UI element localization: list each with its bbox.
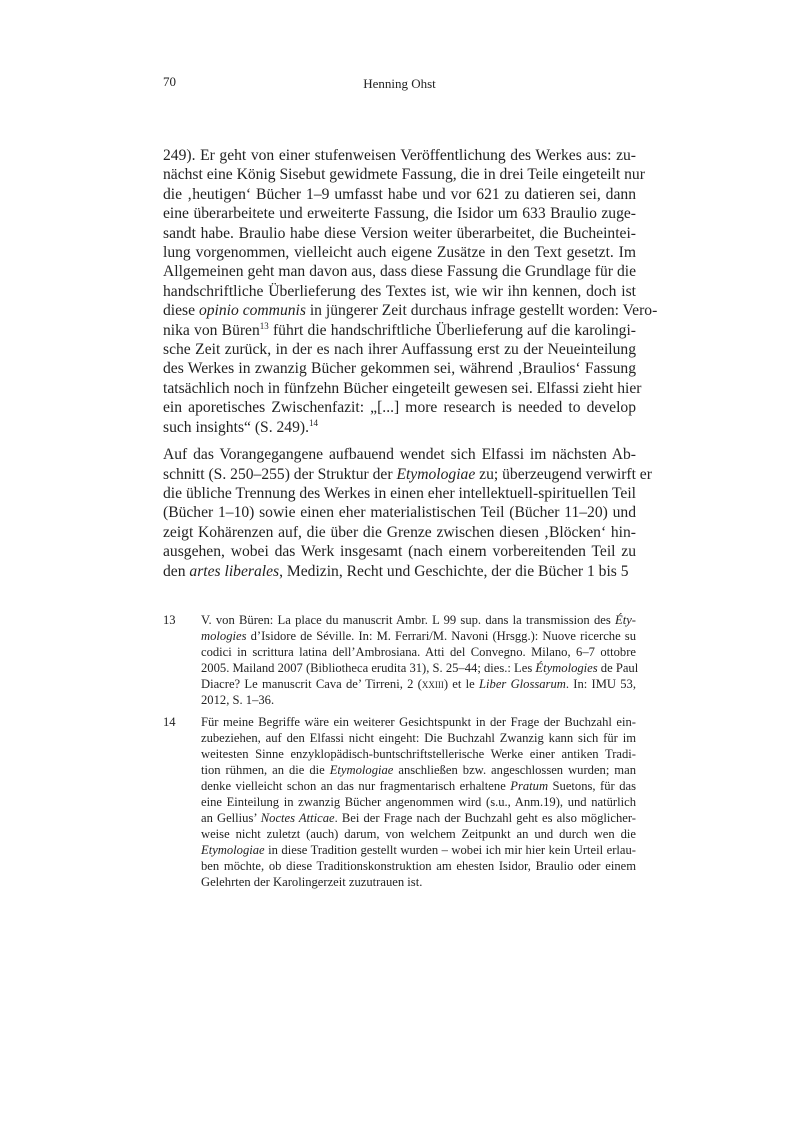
text-segment: schnitt (S. 250–255) der Struktur der — [163, 465, 397, 483]
text-segment: führt die handschriftliche Überlieferung auf die karolingi- — [268, 321, 636, 339]
text-segment: in diese Tradition gestellt wurden – wobei ich mir hier kein Urteil erlau- — [264, 843, 636, 857]
text-segment: . In: IMU 53, — [565, 677, 636, 691]
text-line — [201, 762, 636, 778]
footnote-reference[interactable]: 13 — [259, 320, 269, 331]
page-number: 70 — [163, 74, 176, 89]
text-line — [163, 204, 636, 223]
text-segment: eine überarbeitete und erweiterte Fassung, die Isidor um 633 Braulio zuge- — [163, 205, 636, 223]
text-segment: handschriftliche Überlieferung des Textes ist, wie wir ihn kennen, doch ist — [163, 282, 636, 300]
text-line — [163, 503, 636, 522]
text-line — [163, 243, 636, 262]
text-line — [201, 778, 636, 794]
text-segment: ) et le — [443, 677, 480, 691]
text-segment: (Bücher 1–10) sowie einen eher materialistischen Teil (Bücher 11–20) und — [163, 504, 636, 522]
text-line — [201, 858, 636, 874]
body-text — [163, 146, 658, 589]
text-line — [163, 398, 636, 417]
text-line — [201, 842, 636, 858]
text-line — [201, 676, 636, 692]
text-segment: zubeziehen, auf den Elfassi nicht eingeht: Die Buchzahl Zwanzig kann sich für im — [201, 731, 636, 745]
text-segment: sandt habe. Braulio habe diese Version weiter überarbeitet, die Bucheintei- — [163, 224, 636, 242]
text-line — [163, 340, 636, 359]
text-segment: nika von Büren — [163, 321, 260, 339]
text-line — [201, 874, 636, 890]
italic-text: artes liberales — [189, 562, 280, 580]
text-segment: Suetons, für das — [548, 779, 636, 793]
footnote — [163, 714, 636, 890]
text-line — [163, 321, 636, 340]
text-segment: an Gellius’ — [201, 811, 261, 825]
text-segment: lung vorgenommen, vielleicht auch eigene Zusätze in den Text gesetzt. Im — [163, 244, 636, 262]
footnote-reference[interactable]: 14 — [308, 417, 318, 428]
text-line — [201, 714, 636, 730]
italic-text: Etymologiae — [201, 843, 265, 857]
text-segment: de Paul — [597, 661, 639, 675]
text-segment: Für meine Begriffe wäre ein weiterer Gesichtspunkt in der Frage der Buchzahl ein- — [201, 715, 636, 729]
text-segment: in jüngerer Zeit durchaus infrage gestellt worden: Vero- — [305, 302, 658, 320]
text-segment: Diacre? Le manuscrit Cava de’ Tirreni, 2 ( — [201, 677, 422, 691]
text-segment: den — [163, 562, 190, 580]
text-line — [163, 484, 636, 503]
text-segment: Allgemeinen geht man davon aus, dass diese Fassung die Grundlage für die — [163, 263, 636, 281]
italic-text: Éty- — [615, 613, 636, 627]
italic-text: opinio communis — [198, 302, 306, 320]
text-line — [163, 224, 636, 243]
text-segment: Auf das Vorangegangene aufbauend wendet sich Elfassi im nächsten Ab- — [163, 446, 636, 464]
footnote-number: 14 — [163, 715, 176, 729]
text-line — [201, 810, 636, 826]
running-head: Henning Ohst — [363, 76, 436, 91]
text-line — [201, 660, 639, 676]
text-line — [163, 262, 636, 281]
text-segment: Gelehrten der Karolingerzeit zuzutrauen ist. — [201, 875, 423, 889]
text-line — [163, 562, 636, 581]
text-line — [163, 282, 636, 301]
text-segment: des Werkes in zwanzig Bücher gekommen sei, während ‚Braulios‘ Fassung — [163, 360, 636, 378]
text-line — [163, 146, 636, 165]
text-segment: die ‚heutigen‘ Bücher 1–9 umfasst habe und vor 621 zu datieren sei, dann — [163, 185, 636, 203]
footnote-number: 13 — [163, 613, 176, 627]
text-line — [163, 359, 636, 378]
text-segment: anschließen bzw. angeschlossen wurden; man — [393, 763, 636, 777]
text-segment: xxiii — [421, 677, 444, 691]
paragraph — [163, 445, 652, 581]
text-segment: 2005. Mailand 2007 (Bibliotheca erudita 31), S. 25–44; dies.: Les — [201, 661, 536, 675]
text-segment: diese — [163, 302, 199, 320]
text-segment: zeigt Kohärenzen auf, die über die Grenze zwischen diesen ‚Blöcken‘ hin- — [163, 523, 636, 541]
text-segment: ausgehen, wobei das Werk insgesamt (nach einem vorbereitenden Teil zu — [163, 543, 636, 561]
text-segment: . Bei der Frage nach der Buchzahl geht es also möglicher- — [334, 811, 636, 825]
text-segment: die übliche Trennung des Werkes in einen eher intellektuell-spirituellen Teil — [163, 484, 637, 502]
text-segment: such insights“ (S. 249). — [163, 418, 309, 436]
italic-text: Pratum — [510, 779, 549, 793]
text-line — [163, 418, 636, 437]
text-line — [163, 465, 652, 484]
text-segment: sche Zeit zurück, in der es nach ihrer Auffassung erst zu der Neueinteilung — [163, 341, 636, 359]
text-segment: denke vielleicht schon an das nur fragmentarisch erhaltene — [201, 779, 511, 793]
text-line — [163, 379, 642, 398]
italic-text: Liber Glossarum — [479, 677, 566, 691]
text-segment: zu; überzeugend verwirft er — [475, 465, 652, 483]
text-segment: ben möchte, ob diese Traditionskonstruktion am ehesten Isidor, Braulio oder einem — [201, 859, 636, 873]
italic-text: Etymologiae — [329, 763, 394, 777]
italic-text: Noctes Atticae — [260, 811, 335, 825]
text-segment: weitesten Sinne enzyklopädisch-buntschriftstellerische Werke einer antiken Tradi- — [201, 747, 636, 761]
text-line — [201, 692, 636, 708]
paragraph — [163, 146, 658, 437]
footnotes — [163, 612, 639, 896]
text-segment: ein aporetisches Zwischenfazit: „[...] more research is needed to develop — [163, 399, 636, 417]
text-segment: 2012, S. 1–36. — [201, 693, 275, 707]
italic-text: Étymologies — [535, 661, 598, 675]
text-segment: V. von Büren: La place du manuscrit Ambr. L 99 sup. dans la transmission des — [201, 613, 616, 627]
text-segment: eine Einteilung in zwanzig Bücher angenommen wird (s.u., Anm.19), und natürlich — [201, 795, 636, 809]
text-line — [201, 628, 636, 644]
footnote — [163, 612, 639, 708]
text-segment: 249). Er geht von einer stufenweisen Veröffentlichung des Werkes aus: zu- — [163, 147, 636, 164]
text-line — [163, 523, 636, 542]
text-line — [201, 644, 636, 660]
text-line — [201, 730, 636, 746]
italic-text: Etymologiae — [396, 465, 476, 483]
text-line — [163, 165, 645, 184]
text-segment: d’Isidore de Séville. In: M. Ferrari/M. Navoni (Hrsgg.): Nuove ricerche su — [246, 629, 636, 643]
text-line — [163, 542, 636, 561]
text-line — [201, 826, 636, 842]
text-segment: tion rühmen, an die die — [201, 763, 330, 777]
text-segment: weise nicht zuletzt (auch) darum, von welchem Zeitpunkt an und durch wen die — [201, 827, 636, 841]
italic-text: mologies — [201, 629, 247, 643]
text-line — [163, 445, 636, 464]
text-segment: codici in scrittura latina dell’Ambrosiana. Atti del Convegno. Milano, 6–7 ottobre — [201, 645, 636, 659]
text-line — [201, 612, 636, 628]
text-segment: tatsächlich noch in fünfzehn Bücher eingeteilt gewesen sei. Elfassi zieht hier — [163, 379, 642, 397]
text-line — [201, 794, 636, 810]
text-line — [163, 185, 636, 204]
text-line — [201, 746, 636, 762]
text-line — [163, 301, 658, 320]
text-segment: , Medizin, Recht und Geschichte, der die Bücher 1 bis 5 — [279, 562, 629, 580]
text-segment: nächst eine König Sisebut gewidmete Fassung, die in drei Teile eingeteilt nur — [163, 166, 645, 184]
